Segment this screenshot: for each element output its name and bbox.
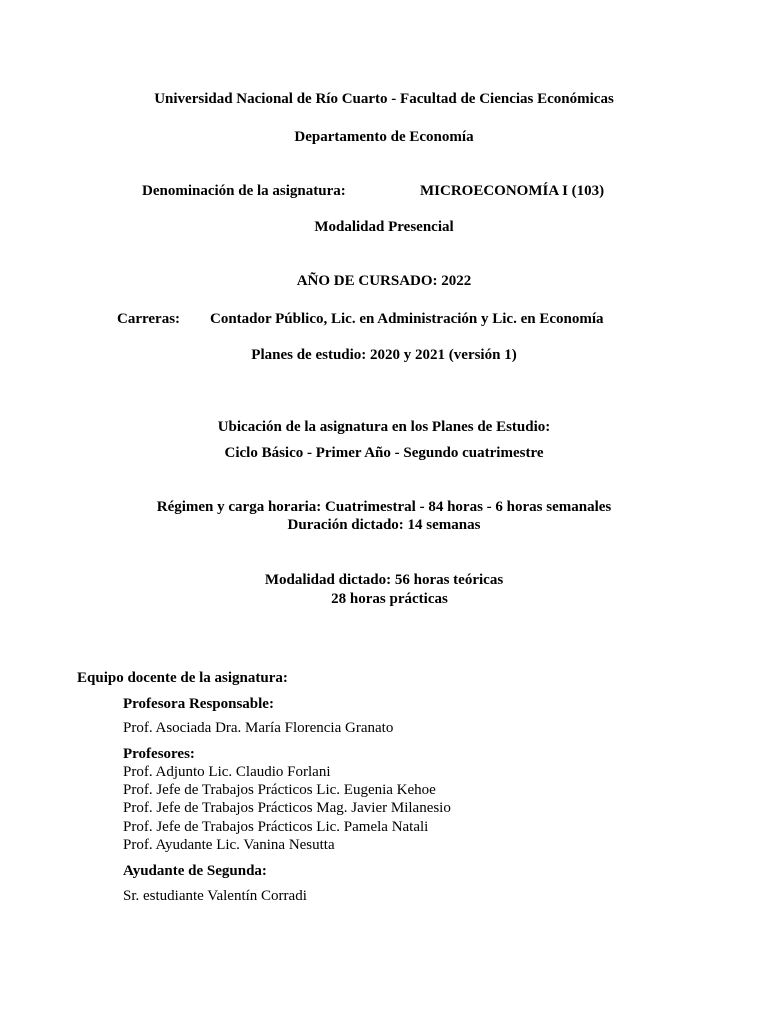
university-heading: Universidad Nacional de Río Cuarto - Facultad de Ciencias Económicas — [154, 91, 614, 107]
responsible-label: Profesora Responsable: — [123, 696, 274, 712]
professor-item: Prof. Ayudante Lic. Vanina Nesutta — [123, 837, 335, 853]
location-value: Ciclo Básico - Primer Año - Segundo cuatrimestre — [224, 445, 544, 461]
regime-line: Régimen y carga horaria: Cuatrimestral - 84 horas - 6 horas semanales — [156, 499, 612, 515]
denomination-value: MICROECONOMÍA I (103) — [420, 183, 605, 199]
practice-hours: 28 horas prácticas — [331, 591, 448, 607]
denomination-label: Denominación de la asignatura: — [142, 183, 346, 199]
assistant-name: Sr. estudiante Valentín Corradi — [123, 888, 307, 904]
careers-label: Carreras: — [117, 311, 181, 327]
department-heading: Departamento de Economía — [294, 129, 474, 145]
professor-item: Prof. Adjunto Lic. Claudio Forlani — [123, 764, 331, 780]
professor-item: Prof. Jefe de Trabajos Prácticos Mag. Javier Milanesio — [123, 800, 451, 816]
professors-label: Profesores: — [123, 746, 195, 762]
course-year: AÑO DE CURSADO: 2022 — [296, 273, 472, 289]
professor-item: Prof. Jefe de Trabajos Prácticos Lic. Pamela Natali — [123, 819, 429, 835]
duration-line: Duración dictado: 14 semanas — [287, 517, 481, 533]
careers-value: Contador Público, Lic. en Administración y Lic. en Economía — [210, 311, 604, 327]
theory-hours: Modalidad dictado: 56 horas teóricas — [264, 572, 504, 588]
professor-item: Prof. Jefe de Trabajos Prácticos Lic. Eugenia Kehoe — [123, 782, 436, 798]
assistant-label: Ayudante de Segunda: — [123, 863, 267, 879]
modality-text: Modalidad Presencial — [314, 219, 454, 235]
responsible-name: Prof. Asociada Dra. María Florencia Granato — [123, 720, 394, 736]
location-title: Ubicación de la asignatura en los Planes de Estudio: — [217, 419, 551, 435]
study-plans: Planes de estudio: 2020 y 2021 (versión 1) — [251, 347, 517, 363]
team-title: Equipo docente de la asignatura: — [77, 670, 288, 686]
